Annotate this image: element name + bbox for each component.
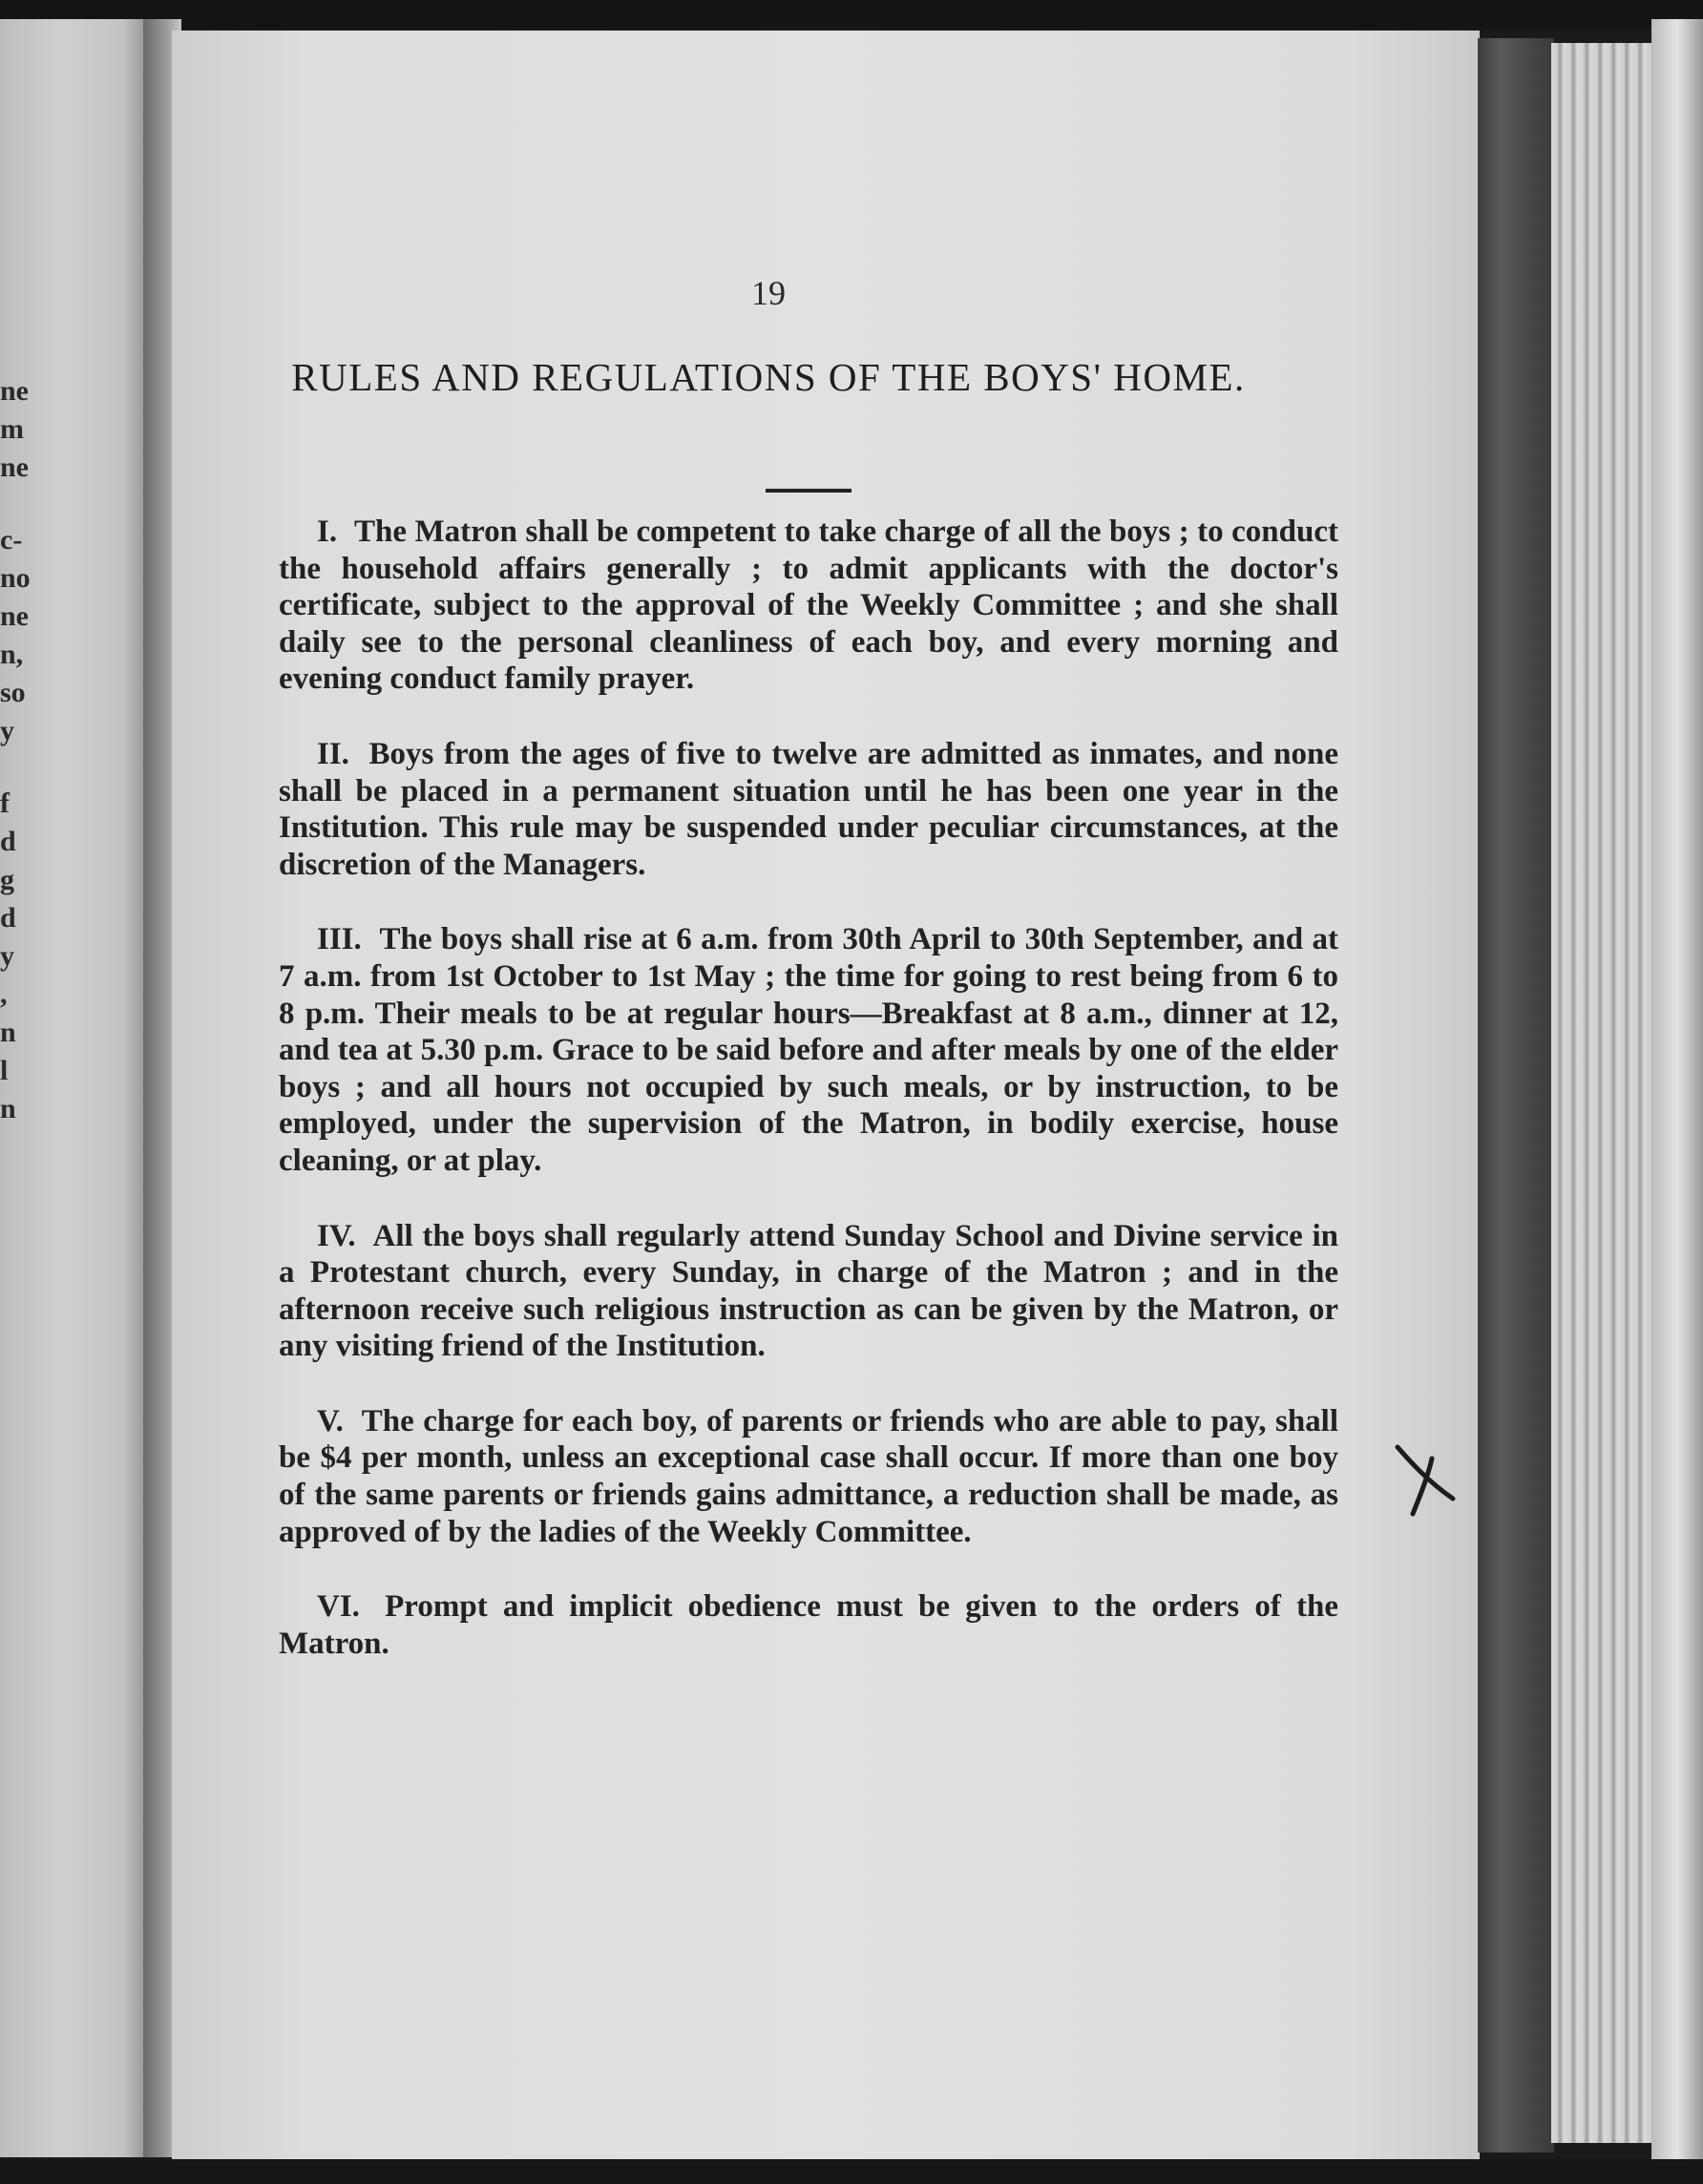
facing-page	[0, 19, 153, 2157]
facing-line: n	[0, 1093, 16, 1124]
rule-item	[279, 514, 1338, 698]
handwritten-x-mark	[1390, 1441, 1457, 1518]
facing-line: no	[0, 562, 31, 594]
rule-number: I.	[317, 514, 338, 549]
facing-line: f	[0, 788, 10, 819]
page-stack-edges	[1551, 43, 1656, 2143]
scan-bottom-border	[0, 2159, 1703, 2184]
rule-text: The Matron shall be competent to take charge of all the boys ; to conduct the household affairs generally ; to admit applicants with the doctor's certificate, subject to the approval of the Weekly Committee ; and she shall daily see to the personal cleanliness of each boy, and every morning and evening conduct family prayer.	[279, 514, 1338, 697]
rule-item	[279, 921, 1338, 1179]
rule-text: All the boys shall regularly attend Sunday School and Divine service in a Protestant church, every Sunday, in charge of the Matron ; and in the afternoon receive such religious instruction as can be given by the Matron, or any visiting friend of the Institution.	[279, 1218, 1338, 1364]
facing-line: n	[0, 1017, 16, 1048]
page-title: RULES AND REGULATIONS OF THE BOYS' HOME.	[291, 355, 1246, 399]
facing-line: y	[0, 940, 14, 972]
facing-line: n,	[0, 639, 24, 670]
rule-item	[279, 1218, 1338, 1365]
facing-line-gap	[0, 750, 36, 785]
rule-text: Boys from the ages of five to twelve are admitted as inmates, and none shall be placed in a permanent situation until he has been one year in the Institution. This rule may be suspended under peculiar circumstances, at the discretion of the Managers.	[279, 736, 1338, 882]
facing-line: ne	[0, 452, 29, 483]
facing-line-gap	[0, 487, 36, 521]
rule-item	[279, 1403, 1338, 1550]
facing-page-text	[0, 372, 36, 1128]
facing-line: l	[0, 1055, 9, 1086]
rule-item	[279, 1588, 1338, 1662]
rule-number: V.	[317, 1403, 344, 1438]
facing-line: m	[0, 413, 24, 445]
facing-line: d	[0, 902, 16, 934]
book-cover-edge	[1651, 19, 1703, 2184]
rule-number: II.	[317, 736, 349, 771]
rule-text: The boys shall rise at 6 a.m. from 30th April to 30th September, and at 7 a.m. from 1st October to 1st May ; the time for going to rest being from 6 to 8 p.m. Their meals to be at regular hours—Breakfast at 8 a.m., dinner at 12, and tea at 5.30 p.m. Grace to be said before and after meals by one of the elder boys ; and all hours not occupied by such meals, or by instruction, to be employed, under the supervision of the Matron, in bodily exercise, house cleaning, or at play.	[279, 922, 1338, 1178]
title-divider	[766, 489, 852, 493]
rule-text: Prompt and implicit obedience must be given to the orders of the Matron.	[279, 1589, 1338, 1661]
facing-line: g	[0, 864, 14, 895]
rules-list	[279, 514, 1338, 1700]
facing-line: y	[0, 715, 14, 746]
rule-number: IV.	[317, 1218, 356, 1253]
facing-line: so	[0, 677, 26, 708]
facing-line: ne	[0, 600, 29, 632]
facing-line: ,	[0, 978, 8, 1010]
facing-line: d	[0, 826, 16, 857]
rule-item	[279, 736, 1338, 883]
rule-text: The charge for each boy, of parents or friends who are able to pay, shall be $4 per month, unless an exceptional case shall occur. If more than one boy of the same parents or friends gains admittance, a reduction shall be made, as approved of by the ladies of the Weekly Committee.	[279, 1403, 1339, 1549]
facing-line: ne	[0, 375, 29, 407]
rule-number: III.	[317, 922, 362, 957]
facing-line: c-	[0, 524, 23, 556]
scan-top-border	[0, 0, 1703, 29]
rule-number: VI.	[317, 1589, 360, 1625]
page-number: 19	[751, 274, 786, 312]
page-edge-shadow	[1478, 38, 1554, 2152]
